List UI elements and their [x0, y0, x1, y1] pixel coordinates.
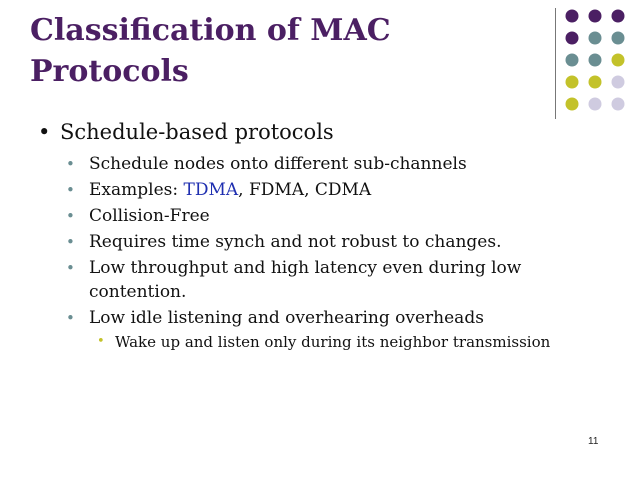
bullet-icon: • — [66, 259, 75, 277]
bullet-icon: • — [66, 309, 75, 327]
sub-sub-item-text: Wake up and listen only during its neighbor transmission — [115, 333, 551, 351]
bullet-icon: • — [66, 233, 75, 251]
sub-item — [30, 204, 610, 228]
bullet-schedule-based — [30, 118, 610, 146]
dot — [612, 10, 625, 23]
sub-item-text: Requires time synch and not robust to changes. — [89, 232, 502, 252]
page-number: 11 — [588, 436, 599, 447]
bullet-text: Schedule-based protocols — [60, 120, 334, 144]
sub-item-text: Schedule nodes onto different sub-channels — [89, 154, 467, 174]
dot — [612, 76, 625, 89]
sub-item — [30, 152, 610, 176]
dot — [589, 98, 602, 111]
title-line-1: Classification of MAC — [30, 13, 391, 48]
dot — [612, 32, 625, 45]
dot — [566, 32, 579, 45]
slide-content — [30, 118, 610, 352]
dot — [589, 32, 602, 45]
sub-item — [30, 256, 610, 304]
title-line-2: Protocols — [30, 54, 189, 89]
dot — [566, 98, 579, 111]
sub-item — [30, 230, 610, 254]
bullet-icon: • — [38, 120, 51, 144]
dot — [612, 98, 625, 111]
dot — [566, 54, 579, 67]
sub-item-text: Low idle listening and overhearing overheads — [89, 308, 484, 328]
sub-item-examples — [30, 178, 610, 202]
examples-rest: , FDMA, CDMA — [238, 180, 372, 200]
sub-item-text: Collision-Free — [89, 206, 210, 226]
sub-item-text: Low throughput and high latency even during low contention. — [89, 258, 522, 302]
bullet-icon: • — [66, 181, 75, 199]
dot — [589, 10, 602, 23]
sub-list — [30, 152, 610, 352]
bullet-icon: • — [97, 334, 105, 349]
bullet-icon: • — [66, 207, 75, 225]
slide-title — [30, 10, 500, 92]
dot — [589, 76, 602, 89]
dot — [566, 10, 579, 23]
bullet-icon: • — [66, 155, 75, 173]
dot — [566, 76, 579, 89]
dot — [612, 54, 625, 67]
sub-item — [30, 306, 610, 330]
examples-prefix: Examples: — [89, 180, 184, 200]
dot — [589, 54, 602, 67]
examples-highlight-tdma: TDMA — [183, 180, 239, 200]
sub-sub-item — [30, 332, 610, 352]
vertical-divider — [555, 8, 556, 119]
